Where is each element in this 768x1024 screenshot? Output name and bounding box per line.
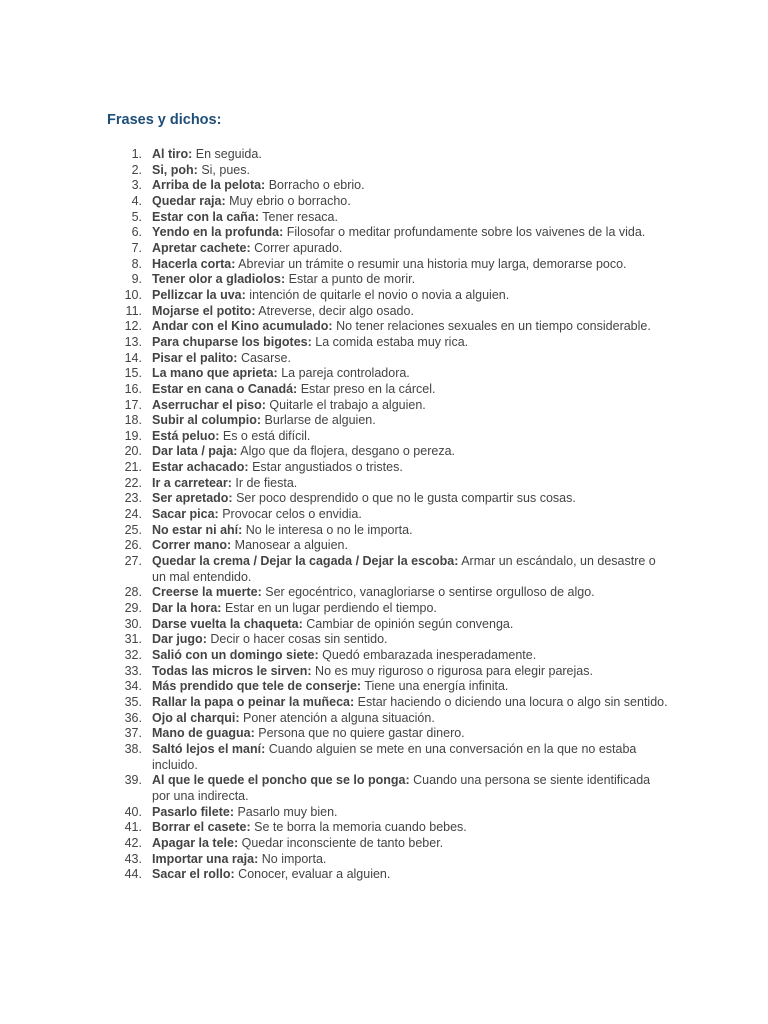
item-term: Creerse la muerte: bbox=[152, 585, 262, 600]
item-term: Estar en cana o Canadá: bbox=[152, 381, 298, 396]
item-definition: Provocar celos o envidia. bbox=[222, 507, 362, 522]
item-number: 42. bbox=[124, 835, 142, 850]
item-number: 24. bbox=[124, 507, 142, 522]
list-item bbox=[0, 805, 768, 821]
list-item bbox=[0, 225, 768, 241]
phrase-list bbox=[0, 147, 768, 883]
list-item bbox=[0, 194, 768, 210]
item-term: Pellizcar la uva: bbox=[152, 287, 246, 302]
list-item bbox=[0, 444, 768, 460]
item-number: 20. bbox=[124, 444, 142, 459]
item-number: 3. bbox=[131, 178, 142, 193]
item-term: Salió con un domingo siete: bbox=[152, 648, 319, 662]
item-number: 31. bbox=[124, 632, 142, 647]
item-term: Sacar el rollo: bbox=[152, 867, 235, 882]
item-definition: Quitarle el trabajo a alguien. bbox=[269, 397, 426, 412]
item-definition: Es o está difícil. bbox=[222, 428, 311, 443]
item-number: 33. bbox=[124, 663, 142, 678]
item-definition: Cuando una persona se siente identificada por una indirecta. bbox=[152, 773, 651, 803]
item-term: Pisar el palito: bbox=[152, 350, 238, 365]
item-term: Quedar la crema / Dejar la cagada / Dejar la escoba: bbox=[152, 554, 459, 569]
item-definition: Filosofar o meditar profundamente sobre los vaivenes de la vida. bbox=[286, 225, 646, 240]
item-definition: Pasarlo muy bien. bbox=[237, 804, 338, 819]
item-number: 29. bbox=[124, 601, 142, 616]
item-definition: Cambiar de opinión según convenga. bbox=[306, 616, 514, 631]
item-definition: Si, pues. bbox=[201, 162, 250, 177]
list-item bbox=[0, 210, 768, 226]
item-term: Importar una raja: bbox=[152, 851, 259, 866]
list-item bbox=[0, 711, 768, 727]
list-item bbox=[0, 695, 768, 711]
list-item bbox=[0, 319, 768, 335]
item-term: Darse vuelta la chaqueta: bbox=[152, 616, 303, 631]
list-item bbox=[0, 272, 768, 288]
item-term: Mojarse el potito: bbox=[152, 303, 256, 318]
item-definition: Conocer, evaluar a alguien. bbox=[238, 867, 391, 882]
item-term: Ir a carretear: bbox=[152, 475, 232, 490]
list-item bbox=[0, 617, 768, 633]
item-definition: La pareja controladora. bbox=[281, 366, 410, 381]
item-definition: intención de quitarle el novio o novia a alguien. bbox=[249, 287, 510, 302]
item-definition: La comida estaba muy rica. bbox=[315, 334, 469, 349]
list-item bbox=[0, 523, 768, 539]
item-term: Dar lata / paja: bbox=[152, 444, 238, 459]
item-number: 10. bbox=[124, 287, 142, 302]
item-term: Arriba de la pelota: bbox=[152, 178, 266, 193]
list-item bbox=[0, 852, 768, 868]
item-definition: Poner atención a alguna situación. bbox=[243, 710, 435, 725]
item-definition: Se te borra la memoria cuando bebes. bbox=[254, 820, 467, 835]
item-term: Dar la hora: bbox=[152, 601, 222, 616]
item-term: Hacerla corta: bbox=[152, 256, 236, 271]
item-term: Quedar raja: bbox=[152, 193, 226, 208]
item-definition: Estar en un lugar perdiendo el tiempo. bbox=[224, 601, 437, 616]
item-number: 38. bbox=[124, 741, 142, 756]
list-item bbox=[0, 507, 768, 523]
item-number: 34. bbox=[124, 679, 142, 694]
item-definition: Abreviar un trámite o resumir una historia muy larga, demorarse poco. bbox=[238, 256, 627, 271]
item-number: 12. bbox=[124, 319, 142, 334]
list-item bbox=[0, 742, 768, 773]
item-definition: Persona que no quiere gastar dinero. bbox=[258, 726, 465, 741]
item-number: 13. bbox=[124, 334, 142, 349]
item-definition: Armar un escándalo, un desastre o un mal entendido. bbox=[152, 554, 656, 584]
item-number: 6. bbox=[131, 225, 142, 240]
item-term: Si, poh: bbox=[152, 162, 198, 177]
list-item bbox=[0, 585, 768, 601]
item-number: 41. bbox=[124, 820, 142, 835]
list-item bbox=[0, 601, 768, 617]
list-item bbox=[0, 773, 768, 804]
list-item bbox=[0, 178, 768, 194]
item-term: Aserruchar el piso: bbox=[152, 397, 266, 412]
item-number: 18. bbox=[124, 413, 142, 428]
list-item bbox=[0, 538, 768, 554]
list-item bbox=[0, 554, 768, 585]
item-term: Pasarlo filete: bbox=[152, 804, 234, 819]
item-number: 22. bbox=[124, 475, 142, 490]
item-definition: Estar angustiados o tristes. bbox=[252, 460, 403, 475]
item-term: Rallar la papa o peinar la muñeca: bbox=[152, 694, 355, 709]
item-definition: Tener resaca. bbox=[262, 209, 338, 224]
list-item bbox=[0, 679, 768, 695]
list-item bbox=[0, 726, 768, 742]
item-term: Yendo en la profunda: bbox=[152, 225, 284, 240]
document-title: Frases y dichos: bbox=[107, 112, 222, 128]
item-number: 7. bbox=[131, 240, 142, 255]
list-item bbox=[0, 147, 768, 163]
list-item bbox=[0, 836, 768, 852]
item-definition: No importa. bbox=[261, 851, 327, 866]
item-number: 28. bbox=[124, 585, 142, 600]
item-number: 9. bbox=[131, 272, 142, 287]
item-definition: Ir de fiesta. bbox=[235, 475, 298, 490]
item-number: 14. bbox=[124, 350, 142, 365]
item-term: Sacar pica: bbox=[152, 507, 219, 522]
item-term: Estar achacado: bbox=[152, 460, 249, 475]
item-number: 43. bbox=[124, 851, 142, 866]
item-definition: En seguida. bbox=[195, 147, 262, 161]
item-term: Todas las micros le sirven: bbox=[152, 663, 312, 678]
list-item bbox=[0, 476, 768, 492]
item-term: Correr mano: bbox=[152, 538, 232, 553]
item-term: Dar jugo: bbox=[152, 632, 207, 647]
item-term: Mano de guagua: bbox=[152, 726, 255, 741]
list-item bbox=[0, 366, 768, 382]
item-number: 35. bbox=[124, 694, 142, 709]
item-term: Más prendido que tele de conserje: bbox=[152, 679, 362, 694]
item-definition: Atreverse, decir algo osado. bbox=[258, 303, 414, 318]
item-term: No estar ni ahí: bbox=[152, 522, 243, 537]
list-item bbox=[0, 304, 768, 320]
list-item bbox=[0, 491, 768, 507]
item-term: Estar con la caña: bbox=[152, 209, 259, 224]
item-term: Borrar el casete: bbox=[152, 820, 251, 835]
item-definition: Ser poco desprendido o que no le gusta compartir sus cosas. bbox=[236, 491, 576, 506]
item-number: 40. bbox=[124, 804, 142, 819]
item-definition: Correr apurado. bbox=[254, 240, 343, 255]
item-definition: Muy ebrio o borracho. bbox=[229, 193, 351, 208]
item-number: 27. bbox=[124, 554, 142, 569]
item-number: 32. bbox=[124, 648, 142, 662]
item-term: Apagar la tele: bbox=[152, 835, 239, 850]
list-item bbox=[0, 398, 768, 414]
list-item bbox=[0, 664, 768, 680]
item-number: 11. bbox=[125, 303, 142, 318]
item-definition: Estar preso en la cárcel. bbox=[300, 381, 436, 396]
list-item bbox=[0, 382, 768, 398]
item-number: 36. bbox=[124, 710, 142, 725]
item-number: 21. bbox=[124, 460, 142, 475]
item-term: Ser apretado: bbox=[152, 491, 233, 506]
item-number: 8. bbox=[131, 256, 142, 271]
list-item bbox=[0, 241, 768, 257]
list-item bbox=[0, 460, 768, 476]
list-item bbox=[0, 257, 768, 273]
item-number: 16. bbox=[124, 381, 142, 396]
item-number: 15. bbox=[124, 366, 142, 381]
item-number: 39. bbox=[124, 773, 142, 788]
item-number: 1. bbox=[131, 147, 142, 161]
item-term: Para chuparse los bigotes: bbox=[152, 334, 312, 349]
item-term: Saltó lejos el maní: bbox=[152, 741, 266, 756]
item-definition: No tener relaciones sexuales en un tiempo considerable. bbox=[336, 319, 651, 334]
item-definition: Estar haciendo o diciendo una locura o algo sin sentido. bbox=[357, 694, 668, 709]
item-number: 44. bbox=[124, 867, 142, 882]
item-term: Andar con el Kino acumulado: bbox=[152, 319, 333, 334]
item-number: 25. bbox=[124, 522, 142, 537]
list-item bbox=[0, 413, 768, 429]
item-term: Apretar cachete: bbox=[152, 240, 251, 255]
item-definition: Casarse. bbox=[240, 350, 291, 365]
list-item bbox=[0, 867, 768, 883]
list-item bbox=[0, 632, 768, 648]
item-definition: Algo que da flojera, desgano o pereza. bbox=[240, 444, 455, 459]
item-definition: Ser egocéntrico, vanagloriarse o sentirse orgulloso de algo. bbox=[265, 585, 595, 600]
item-definition: Estar a punto de morir. bbox=[288, 272, 416, 287]
list-item bbox=[0, 351, 768, 367]
item-definition: No le interesa o no le importa. bbox=[245, 522, 413, 537]
item-term: Ojo al charqui: bbox=[152, 710, 240, 725]
item-definition: Quedar inconsciente de tanto beber. bbox=[241, 835, 444, 850]
item-definition: Borracho o ebrio. bbox=[268, 178, 365, 193]
item-definition: Manosear a alguien. bbox=[234, 538, 348, 553]
item-definition: Decir o hacer cosas sin sentido. bbox=[210, 632, 388, 647]
item-term: Está peluo: bbox=[152, 428, 220, 443]
item-number: 37. bbox=[124, 726, 142, 741]
list-item bbox=[0, 335, 768, 351]
item-term: La mano que aprieta: bbox=[152, 366, 278, 381]
item-number: 2. bbox=[131, 162, 142, 177]
item-definition: Quedó embarazada inesperadamente. bbox=[322, 648, 537, 662]
item-number: 19. bbox=[124, 428, 142, 443]
item-number: 5. bbox=[131, 209, 142, 224]
item-number: 23. bbox=[124, 491, 142, 506]
list-item bbox=[0, 648, 768, 664]
list-item bbox=[0, 163, 768, 179]
item-number: 17. bbox=[124, 397, 142, 412]
list-item bbox=[0, 288, 768, 304]
item-term: Tener olor a gladiolos: bbox=[152, 272, 286, 287]
list-item bbox=[0, 820, 768, 836]
item-term: Al que le quede el poncho que se lo ponga: bbox=[152, 773, 410, 788]
list-item bbox=[0, 429, 768, 445]
item-number: 30. bbox=[124, 616, 142, 631]
item-definition: Burlarse de alguien. bbox=[264, 413, 376, 428]
item-number: 4. bbox=[131, 193, 142, 208]
item-number: 26. bbox=[124, 538, 142, 553]
item-term: Subir al columpio: bbox=[152, 413, 262, 428]
item-definition: Tiene una energía infinita. bbox=[364, 679, 509, 694]
item-definition: Cuando alguien se mete en una conversación en la que no estaba incluido. bbox=[152, 741, 637, 772]
item-definition: No es muy riguroso o rigurosa para elegir parejas. bbox=[315, 663, 593, 678]
item-term: Al tiro: bbox=[152, 147, 193, 161]
